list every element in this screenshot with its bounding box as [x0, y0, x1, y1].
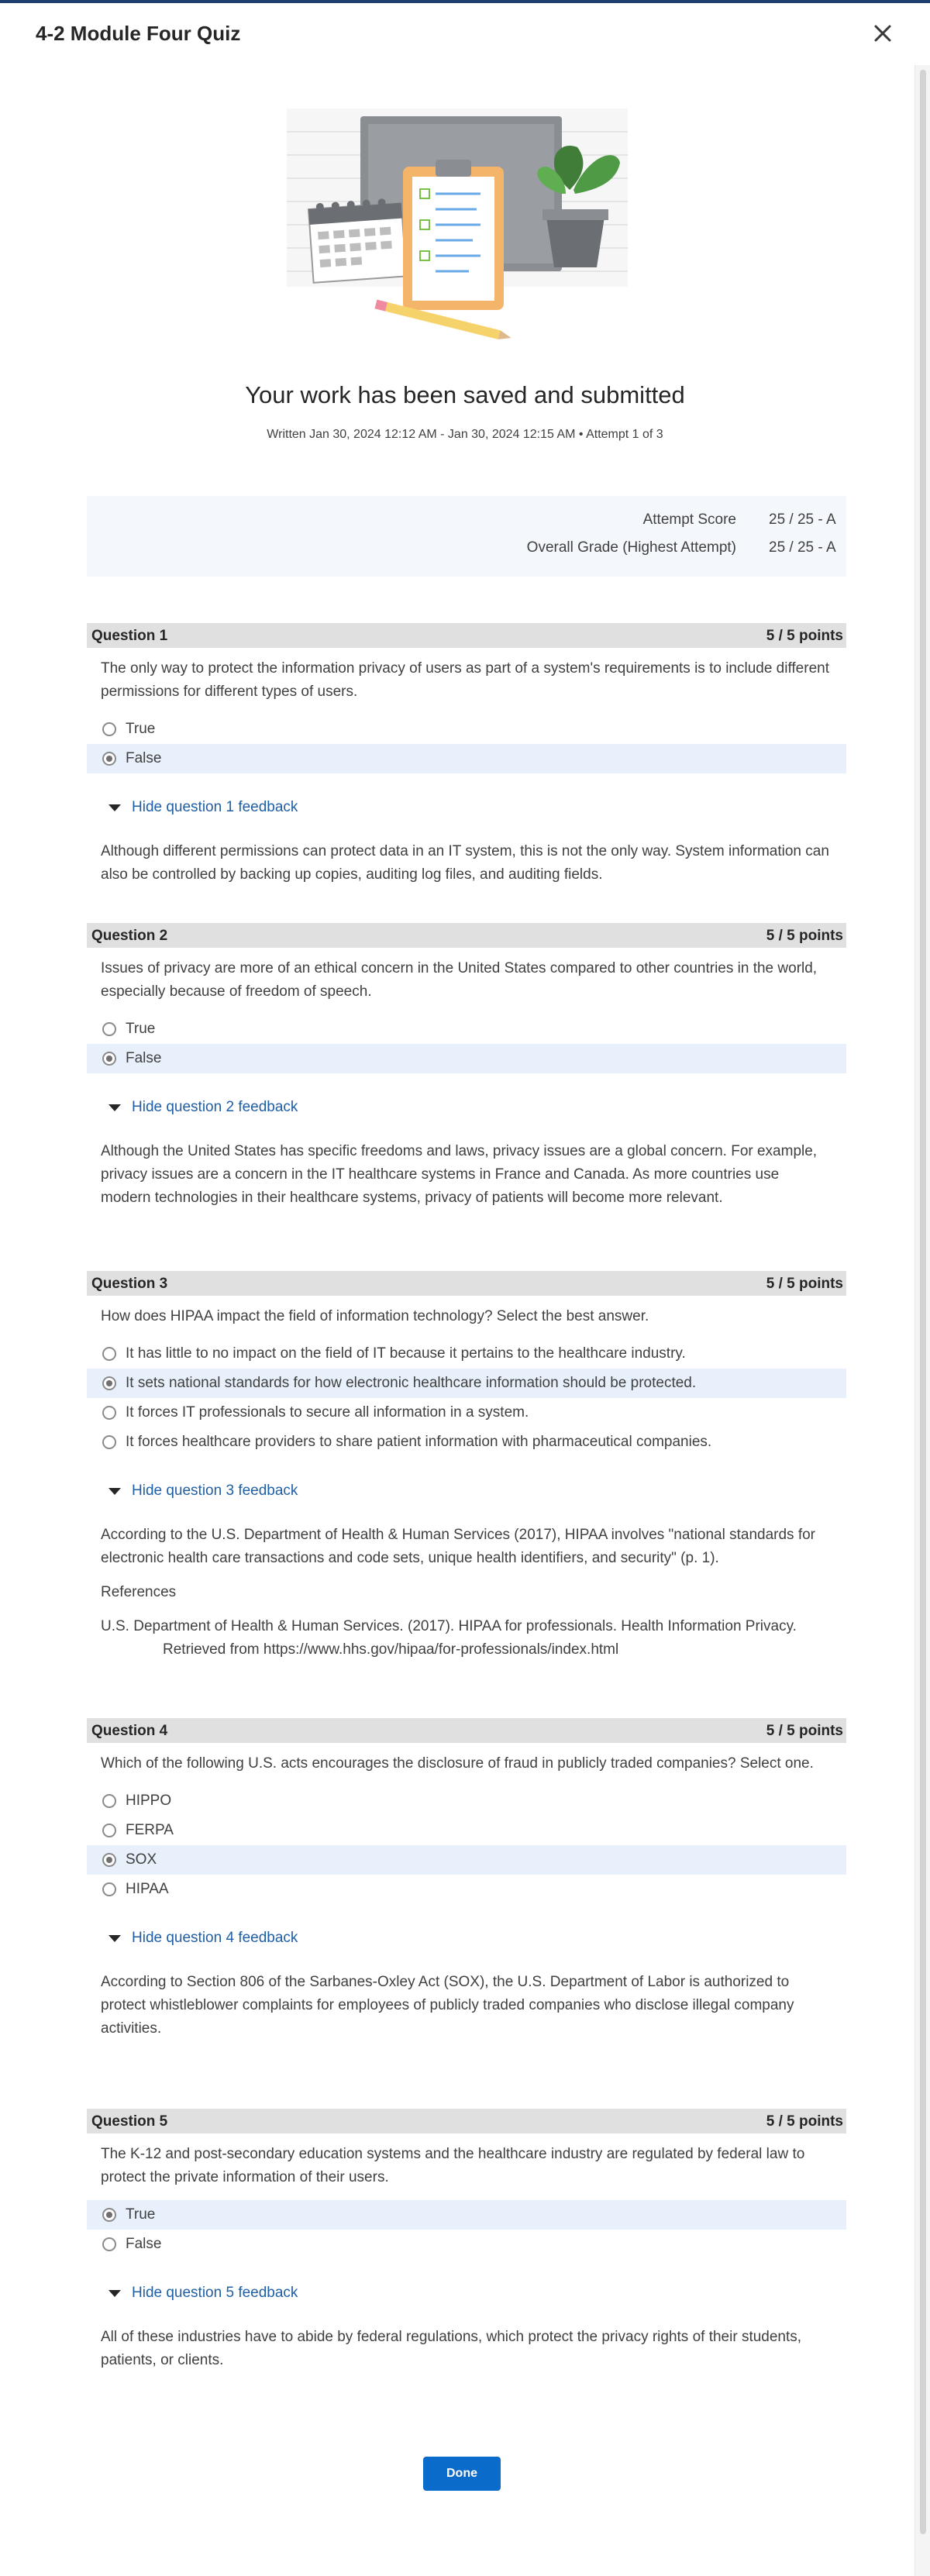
answer-options: [87, 1786, 846, 1904]
question-block-4: [87, 1718, 846, 2040]
feedback-toggle-label[interactable]: Hide question 3 feedback: [132, 1483, 298, 1499]
question-text: Issues of privacy are more of an ethical concern in the United States compared to other countries in the world, especially because of freedom of speech.: [101, 960, 818, 1000]
question-points: 5 / 5 points: [766, 628, 843, 644]
answer-option-true: [87, 2200, 846, 2230]
question-text: The only way to protect the information privacy of users as part of a system's requirements is to include different permissions for different types of users.: [101, 660, 829, 700]
dialog-title: 4-2 Module Four Quiz: [36, 22, 241, 45]
question-text: The K-12 and post-secondary education systems and the healthcare industry are regulated by federal law to protect the private information of their users.: [101, 2146, 805, 2185]
vertical-scrollbar[interactable]: [914, 65, 930, 2576]
radio-button: [102, 1794, 116, 1808]
radio-button: [102, 1824, 116, 1837]
answer-options: [87, 2200, 846, 2259]
radio-button-selected: [102, 1052, 116, 1066]
reference-entry: [101, 1615, 832, 1662]
caret-down-icon: [108, 804, 121, 811]
answer-option-hippo: [87, 1786, 846, 1816]
question-header: [87, 1271, 846, 1296]
question-block-5: [87, 2109, 846, 2372]
radio-button: [102, 1347, 116, 1361]
answer-option-sox: [87, 1845, 846, 1875]
answer-option-true: [87, 715, 846, 744]
answer-label: It forces healthcare providers to share patient information with pharmaceutical companies.: [126, 1434, 712, 1450]
radio-button: [102, 1882, 116, 1896]
answer-label: HIPAA: [126, 1881, 169, 1897]
feedback-toggle-label[interactable]: Hide question 4 feedback: [132, 1930, 298, 1946]
question-feedback: Although the United States has specific freedoms and laws, privacy issues are a global concern. For example, privacy issues are a concern in the IT healthcare systems in France and Canada. As more countries use modern technologies in their healthcare systems, privacy of patients will become more relevant.: [101, 1143, 818, 1206]
score-summary: [87, 496, 846, 577]
answer-option-hipaa: [87, 1875, 846, 1904]
reference-line: U.S. Department of Health & Human Services. (2017). HIPAA for professionals. Health Information Privacy.: [101, 1618, 797, 1634]
question-points: 5 / 5 points: [766, 1276, 843, 1292]
overall-grade-row: [527, 539, 846, 563]
answer-option-4: [87, 1427, 846, 1457]
answer-label: It has little to no impact on the field of IT because it pertains to the healthcare industry.: [126, 1345, 686, 1362]
question-points: 5 / 5 points: [766, 928, 843, 944]
overall-grade-value: 25 / 25 - A: [769, 539, 836, 556]
question-feedback: All of these industries have to abide by federal regulations, which protect the privacy rights of their students, patients, or clients.: [101, 2329, 802, 2368]
radio-button: [102, 1022, 116, 1036]
radio-button: [102, 722, 116, 736]
answer-option-1: [87, 1339, 846, 1369]
submission-heading: Your work has been saved and submitted: [245, 381, 685, 408]
feedback-toggle-label[interactable]: Hide question 5 feedback: [132, 2285, 298, 2301]
question-block-1: [87, 623, 846, 887]
question-feedback: According to the U.S. Department of Health & Human Services (2017), HIPAA involves "national standards for electronic health care transactions and code sets, unique health identifiers, and security" (p. 1).: [101, 1527, 816, 1566]
attempt-score-label: Attempt Score: [642, 511, 736, 528]
question-block-3: [87, 1271, 846, 1662]
radio-button-selected: [102, 752, 116, 766]
answer-option-ferpa: [87, 1816, 846, 1845]
answer-label: True: [126, 721, 156, 737]
question-text: How does HIPAA impact the field of information technology? Select the best answer.: [101, 1308, 649, 1324]
hide-feedback-toggle-2[interactable]: [87, 1092, 846, 1123]
submission-illustration: [264, 93, 651, 349]
overall-grade-label: Overall Grade (Highest Attempt): [526, 539, 736, 556]
question-title: Question 5: [91, 2113, 168, 2130]
question-title: Question 4: [91, 1723, 168, 1739]
answer-label: True: [126, 2206, 156, 2223]
radio-button-selected: [102, 1853, 116, 1867]
answer-option-false: [87, 744, 846, 773]
question-title: Question 3: [91, 1276, 168, 1292]
attempt-score-value: 25 / 25 - A: [769, 511, 836, 528]
close-icon[interactable]: [868, 19, 897, 48]
references-heading: References: [101, 1584, 177, 1600]
attempt-score-row: [643, 511, 846, 535]
radio-button: [102, 1406, 116, 1420]
radio-button: [102, 1435, 116, 1449]
reference-link[interactable]: Retrieved from https://www.hhs.gov/hipaa/for-professionals/index.html: [163, 1641, 619, 1658]
question-header: [87, 1718, 846, 1743]
question-feedback: According to Section 806 of the Sarbanes-Oxley Act (SOX), the U.S. Department of Labor is authorized to protect whistleblower complaints for employees of publicly traded companies who disclose illegal company activities.: [101, 1974, 794, 2037]
caret-down-icon: [108, 2290, 121, 2297]
answer-label: False: [126, 1050, 162, 1066]
answer-option-false: [87, 2230, 846, 2259]
question-title: Question 2: [91, 928, 168, 944]
answer-label: False: [126, 750, 162, 766]
answer-options: [87, 1014, 846, 1073]
answer-label: It forces IT professionals to secure all information in a system.: [126, 1404, 529, 1421]
answer-option-false: [87, 1044, 846, 1073]
caret-down-icon: [108, 1935, 121, 1942]
dialog-header: [0, 3, 930, 65]
question-title: Question 1: [91, 628, 168, 644]
answer-option-3: [87, 1398, 846, 1427]
caret-down-icon: [108, 1488, 121, 1495]
caret-down-icon: [108, 1104, 121, 1111]
answer-label: FERPA: [126, 1822, 174, 1838]
question-feedback: Although different permissions can protect data in an IT system, this is not the only way. System information can also be controlled by backing up copies, auditing log files, and auditing fields.: [101, 843, 829, 883]
radio-button: [102, 2237, 116, 2251]
hide-feedback-toggle-4[interactable]: [87, 1923, 846, 1954]
feedback-toggle-label[interactable]: Hide question 1 feedback: [132, 799, 298, 815]
done-button[interactable]: Done: [423, 2457, 501, 2491]
question-points: 5 / 5 points: [766, 1723, 843, 1739]
answer-label: True: [126, 1021, 156, 1037]
answer-options: [87, 715, 846, 773]
answer-option-true: [87, 1014, 846, 1044]
question-block-2: [87, 923, 846, 1210]
radio-button-selected: [102, 1376, 116, 1390]
answer-label: It sets national standards for how electronic healthcare information should be protected.: [126, 1375, 697, 1391]
hide-feedback-toggle-3[interactable]: [87, 1476, 846, 1507]
answer-label: False: [126, 2236, 162, 2252]
feedback-toggle-label[interactable]: Hide question 2 feedback: [132, 1099, 298, 1115]
submission-subheading: Written Jan 30, 2024 12:12 AM - Jan 30, 2024 12:15 AM • Attempt 1 of 3: [267, 428, 663, 441]
answer-label: HIPPO: [126, 1793, 172, 1809]
hide-feedback-toggle-1[interactable]: [87, 792, 846, 823]
radio-button-selected: [102, 2208, 116, 2222]
answer-options: [87, 1339, 846, 1457]
question-header: [87, 2109, 846, 2133]
question-text: Which of the following U.S. acts encourages the disclosure of fraud in publicly traded companies? Select one.: [101, 1755, 814, 1772]
hide-feedback-toggle-5[interactable]: [87, 2278, 846, 2309]
question-points: 5 / 5 points: [766, 2113, 843, 2130]
question-header: [87, 623, 846, 648]
answer-option-2: [87, 1369, 846, 1398]
answer-label: SOX: [126, 1851, 157, 1868]
question-header: [87, 923, 846, 948]
